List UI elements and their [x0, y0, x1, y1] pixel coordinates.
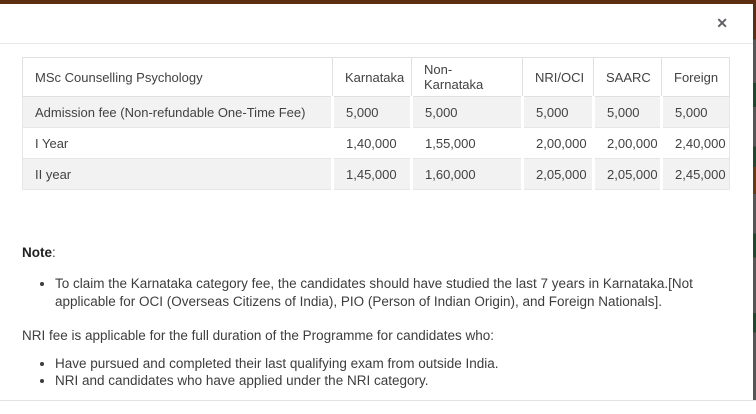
table-row — [23, 97, 730, 128]
nri-bullet-category: • NRI and candidates who have applied under the NRI category. — [55, 372, 734, 389]
fee-cell: 2,05,000 — [594, 159, 662, 190]
fee-cell: 2,05,000 — [523, 159, 594, 190]
fee-cell: 2,00,000 — [523, 128, 594, 159]
column-header-saarc: SAARC — [594, 58, 662, 97]
nri-intro-text: NRI fee is applicable for the full duration of the Programme for candidates who: — [22, 328, 494, 343]
fee-cell: 2,40,000 — [662, 128, 730, 159]
note-list — [22, 275, 730, 311]
fee-cell: 2,45,000 — [662, 159, 730, 190]
modal-footer-divider — [0, 400, 756, 401]
column-header-foreign: Foreign — [662, 58, 730, 97]
fee-cell: 2,00,000 — [594, 128, 662, 159]
note-colon: : — [52, 245, 56, 260]
note-label: Note — [22, 245, 52, 260]
fee-cell: 1,55,000 — [412, 128, 523, 159]
nri-list — [22, 355, 734, 389]
fee-cell: 1,45,000 — [333, 159, 412, 190]
fee-cell: 5,000 — [662, 97, 730, 128]
column-header-programme: MSc Counselling Psychology — [23, 58, 333, 97]
fee-table — [22, 57, 730, 190]
fee-cell: 5,000 — [594, 97, 662, 128]
column-header-karnataka: Karnataka — [333, 58, 412, 97]
fee-cell: 1,40,000 — [333, 128, 412, 159]
column-header-non-karnataka: Non-Karnataka — [412, 58, 523, 97]
row-label: Admission fee (Non-refundable One-Time Fee) — [23, 97, 333, 128]
fee-cell: 5,000 — [523, 97, 594, 128]
modal-body — [0, 57, 756, 389]
fee-cell: 1,60,000 — [412, 159, 523, 190]
close-icon: ✕ — [716, 15, 728, 32]
column-header-nri-oci: NRI/OCI — [523, 58, 594, 97]
nri-bullet-exam: • Have pursued and completed their last qualifying exam from outside India. — [55, 355, 734, 372]
table-row — [23, 128, 730, 159]
page-top-edge — [0, 0, 756, 4]
modal-header — [0, 4, 756, 44]
close-button[interactable] — [712, 14, 732, 32]
note-heading — [22, 245, 734, 260]
note-bullet-karnataka: • To claim the Karnataka category fee, the candidates should have studied the last 7 years in Karnataka.[Not applicable for OCI (Overseas Citizens of India), PIO (Person of Indian Origin), and Foreign Nationals]. — [55, 275, 730, 311]
fee-cell: 5,000 — [333, 97, 412, 128]
table-row — [23, 159, 730, 190]
row-label: II year — [23, 159, 333, 190]
row-label: I Year — [23, 128, 333, 159]
fee-cell: 5,000 — [412, 97, 523, 128]
table-header-row — [23, 58, 730, 97]
